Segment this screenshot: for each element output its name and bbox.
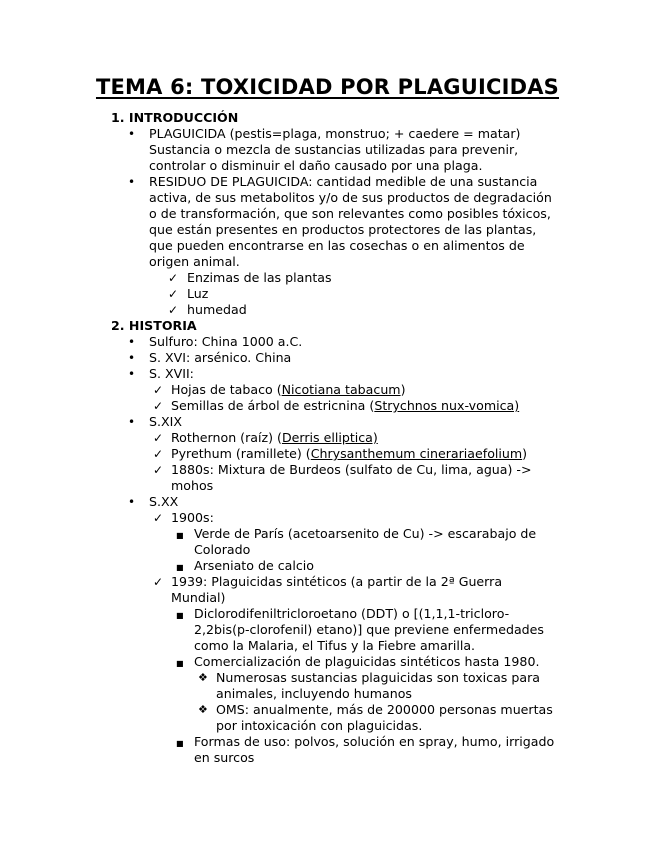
bullet-icon: • — [128, 175, 136, 189]
section-heading-intro: 1. INTRODUCCIÓN — [111, 110, 239, 125]
list-item-cont: o de transformación, que son relevantes como posibles tóxicos, — [149, 206, 551, 221]
list-item-cont: Mundial) — [171, 590, 226, 605]
check-icon: ✓ — [153, 463, 164, 477]
list-item-cont: por intoxicación con plaguicidas. — [216, 718, 423, 733]
diamond-bullet-icon: ❖ — [198, 671, 208, 684]
list-item: ■ Formas de uso: polvos, solución en spray, humo, irrigado — [0, 734, 655, 750]
check-icon: ✓ — [168, 287, 179, 301]
check-icon: ✓ — [153, 511, 164, 525]
list-item: ✓ 1880s: Mixtura de Burdeos (sulfato de Cu, lima, agua) -> — [153, 462, 532, 477]
bullet-icon: • — [128, 127, 136, 141]
check-icon: ✓ — [153, 431, 164, 445]
list-item: ✓ Pyrethum (ramillete) (Chrysanthemum cinerariaefolium) — [153, 446, 528, 461]
check-icon: ✓ — [153, 447, 164, 461]
list-item: • Sulfuro: China 1000 a.C. — [128, 334, 303, 349]
scientific-name: Derris elliptica) — [281, 430, 378, 445]
list-item: • S.XIX — [128, 414, 182, 429]
square-bullet-icon: ■ — [176, 659, 184, 668]
page-title: TEMA 6: TOXICIDAD POR PLAGUICIDAS — [95, 75, 560, 99]
check-icon: ✓ — [153, 399, 164, 413]
document-body — [0, 110, 655, 766]
check-icon: ✓ — [168, 303, 179, 317]
list-item-cont: como la Malaria, el Tifus y la Fiebre amarilla. — [194, 638, 476, 653]
bullet-icon: • — [128, 415, 136, 429]
list-item: ❖ OMS: anualmente, más de 200000 personas muertas — [198, 702, 553, 717]
list-item: ✓ Luz — [168, 286, 209, 301]
list-item-cont: que están presentes en productos protectores de las plantas, — [149, 222, 537, 237]
list-item: ✓ 1939: Plaguicidas sintéticos (a partir de la 2ª Guerra — [153, 574, 503, 589]
list-item-cont: que pueden encontrarse en las cosechas o en alimentos de — [149, 238, 525, 253]
list-item-cont: controlar o disminuir el daño causado por una plaga. — [149, 158, 483, 173]
square-bullet-icon: ■ — [176, 531, 184, 540]
bullet-icon: • — [128, 351, 136, 365]
list-item: • S.XX — [128, 494, 179, 509]
list-item-cont: 2,2bis(p-clorofenil) etano)] que previene enfermedades — [194, 622, 544, 637]
list-item: ✓ Rothernon (raíz) (Derris elliptica) — [153, 430, 378, 445]
square-bullet-icon: ■ — [176, 563, 184, 572]
bullet-icon: • — [128, 495, 136, 509]
list-item-cont: en surcos — [194, 750, 255, 765]
list-item: ✓ Semillas de árbol de estricnina (Strychnos nux-vomica) — [153, 398, 520, 413]
list-item-cont: mohos — [171, 478, 214, 493]
check-icon: ✓ — [168, 271, 179, 285]
list-item: • PLAGUICIDA (pestis=plaga, monstruo; + caedere = matar) — [128, 126, 521, 141]
list-item: ✓ Enzimas de las plantas — [168, 270, 332, 285]
list-item: ❖ Numerosas sustancias plaguicidas son toxicas para — [198, 670, 540, 685]
list-item-cont: Sustancia o mezcla de sustancias utilizadas para prevenir, — [149, 142, 519, 157]
list-item: ✓ 1900s: — [153, 510, 214, 525]
list-item: ✓ Hojas de tabaco (Nicotiana tabacum) — [153, 382, 406, 397]
square-bullet-icon: ■ — [176, 611, 184, 620]
diamond-bullet-icon: ❖ — [198, 703, 208, 716]
check-icon: ✓ — [153, 383, 164, 397]
scientific-name: Strychnos nux-vomica) — [374, 398, 520, 413]
list-item: • S. XVII: — [128, 366, 194, 381]
bullet-icon: • — [128, 367, 136, 381]
list-item: ■ Arseniato de calcio — [0, 558, 655, 574]
list-item: ■ Comercialización de plaguicidas sintéticos hasta 1980. — [0, 654, 655, 670]
list-item-cont: Colorado — [194, 542, 251, 557]
list-item-cont: origen animal. — [149, 254, 240, 269]
list-item: • S. XVI: arsénico. China — [128, 350, 292, 365]
list-item: ■ Verde de París (acetoarsenito de Cu) -> escarabajo de — [0, 526, 655, 542]
square-bullet-icon: ■ — [176, 739, 184, 748]
list-item-cont: activa, de sus metabolitos y/o de sus productos de degradación — [149, 190, 552, 205]
check-icon: ✓ — [153, 575, 164, 589]
list-item-cont: animales, incluyendo humanos — [216, 686, 412, 701]
list-item: • RESIDUO DE PLAGUICIDA: cantidad medible de una sustancia — [128, 174, 538, 189]
list-item: ✓ humedad — [168, 302, 247, 317]
scientific-name: Chrysanthemum cinerariaefolium — [310, 446, 523, 461]
list-item: ■ Diclorodifeniltricloroetano (DDT) o [(1,1,1-tricloro- — [0, 606, 655, 622]
section-heading-historia: 2. HISTORIA — [111, 318, 197, 333]
bullet-icon: • — [128, 335, 136, 349]
scientific-name: Nicotiana tabacum — [281, 382, 401, 397]
